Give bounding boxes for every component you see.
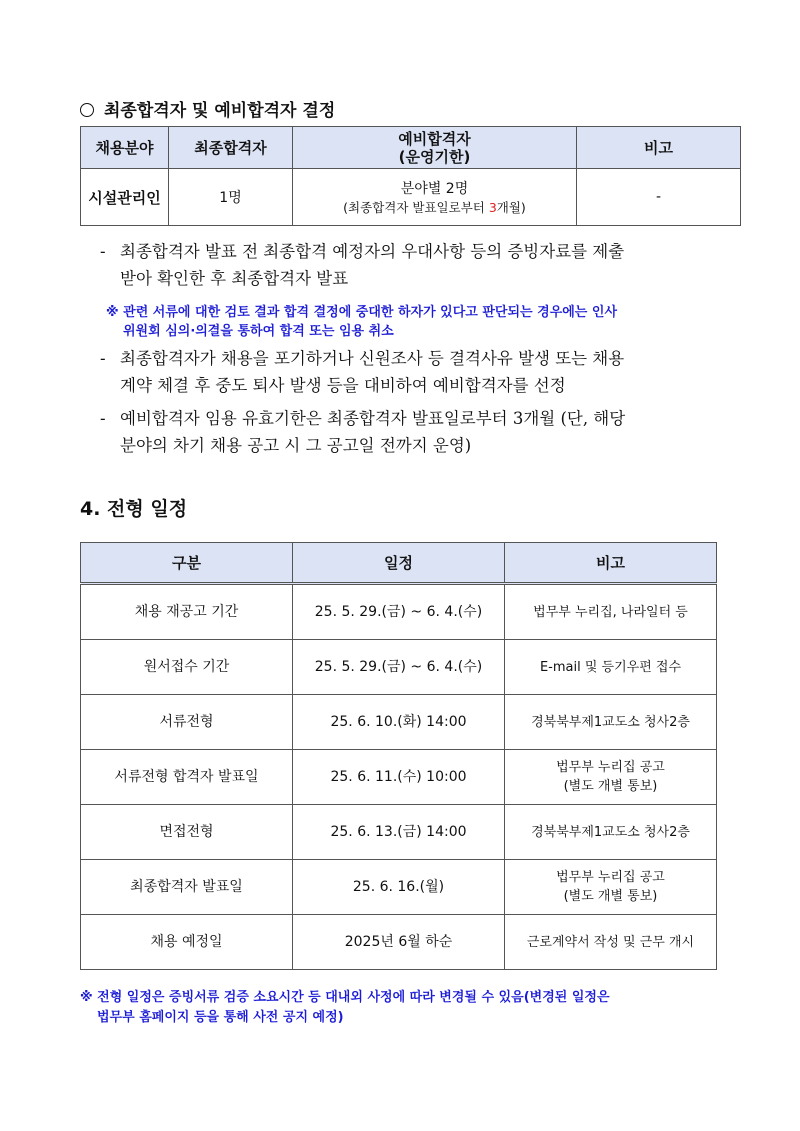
cell-label: 서류전형 합격자 발표일 (81, 750, 293, 805)
cell-final-count: 1명 (169, 169, 293, 226)
cell-date: 25. 6. 16.(월) (293, 860, 505, 915)
header-remark: 비고 (577, 127, 741, 169)
table-row (81, 584, 717, 640)
table-row (81, 860, 717, 915)
table-row (81, 750, 717, 805)
cell-reserve: 분야별 2명 (최종합격자 발표일로부터 3개월) (293, 169, 577, 226)
cell-label: 최종합격자 발표일 (81, 860, 293, 915)
cell-remark: 법무부 누리집 공고 (별도 개별 통보) (505, 860, 717, 915)
table-row (81, 915, 717, 970)
cell-remark: 법무부 누리집 공고 (별도 개별 통보) (505, 750, 717, 805)
cell-label: 서류전형 (81, 695, 293, 750)
table-header-row (81, 127, 741, 169)
section-heading-final-selection: 최종합격자 및 예비합격자 결정 (80, 96, 335, 121)
cell-label: 채용 예정일 (81, 915, 293, 970)
schedule-note: ※ 전형 일정은 증빙서류 검증 소요시간 등 대내외 사정에 따라 변경될 수 있음(변경된 일정은 법무부 홈페이지 등을 통해 사전 공지 예정) (80, 990, 610, 1025)
schedule-table (80, 542, 717, 970)
header-reserve: 예비합격자 (운영기한) (293, 127, 577, 169)
header-category: 구분 (81, 543, 293, 584)
review-note: ※ 관련 서류에 대한 검토 결과 합격 결정에 중대한 하자가 있다고 판단되는 경우에는 인사 위원회 심의·의결을 통하여 합격 또는 임용 취소 (106, 305, 618, 339)
table-row (81, 805, 717, 860)
cell-label: 원서접수 기간 (81, 640, 293, 695)
cell-remark: - (577, 169, 741, 226)
cell-date: 2025년 6월 하순 (293, 915, 505, 970)
header-remark: 비고 (505, 543, 717, 584)
header-final: 최종합격자 (169, 127, 293, 169)
table-header-row (81, 543, 717, 584)
cell-remark: 경북북부제1교도소 청사2층 (505, 805, 717, 860)
cell-remark: 근로계약서 작성 및 근무 개시 (505, 915, 717, 970)
cell-label: 채용 재공고 기간 (81, 584, 293, 640)
cell-date: 25. 6. 11.(수) 10:00 (293, 750, 505, 805)
cell-label: 면접전형 (81, 805, 293, 860)
final-selection-table (80, 126, 741, 226)
cell-date: 25. 6. 13.(금) 14:00 (293, 805, 505, 860)
section-heading-schedule: 4. 전형 일정 (80, 498, 188, 520)
cell-date: 25. 5. 29.(금) ~ 6. 4.(수) (293, 640, 505, 695)
cell-remark: 경북북부제1교도소 청사2층 (505, 695, 717, 750)
bullet-paragraph-3: - 예비합격자 임용 유효기한은 최종합격자 발표일로부터 3개월 (단, 해당 분야의 차기 채용 공고 시 그 공고일 전까지 운영) (100, 409, 626, 455)
bullet-paragraph-2: - 최종합격자가 채용을 포기하거나 신원조사 등 결격사유 발생 또는 채용 계약 체결 후 중도 퇴사 발생 등을 대비하여 예비합격자를 선정 (100, 349, 625, 395)
cell-field: 시설관리인 (81, 169, 169, 226)
circle-bullet-icon (80, 103, 94, 117)
cell-date: 25. 5. 29.(금) ~ 6. 4.(수) (293, 584, 505, 640)
table-row (81, 640, 717, 695)
cell-remark: E-mail 및 등기우편 접수 (505, 640, 717, 695)
cell-remark: 법무부 누리집, 나라일터 등 (505, 584, 717, 640)
bullet-paragraph-1: - 최종합격자 발표 전 최종합격 예정자의 우대사항 등의 증빙자료를 제출 받아 확인한 후 최종합격자 발표 (100, 242, 625, 288)
cell-date: 25. 6. 10.(화) 14:00 (293, 695, 505, 750)
table-row (81, 169, 741, 226)
header-schedule: 일정 (293, 543, 505, 584)
table-row (81, 695, 717, 750)
header-field: 채용분야 (81, 127, 169, 169)
